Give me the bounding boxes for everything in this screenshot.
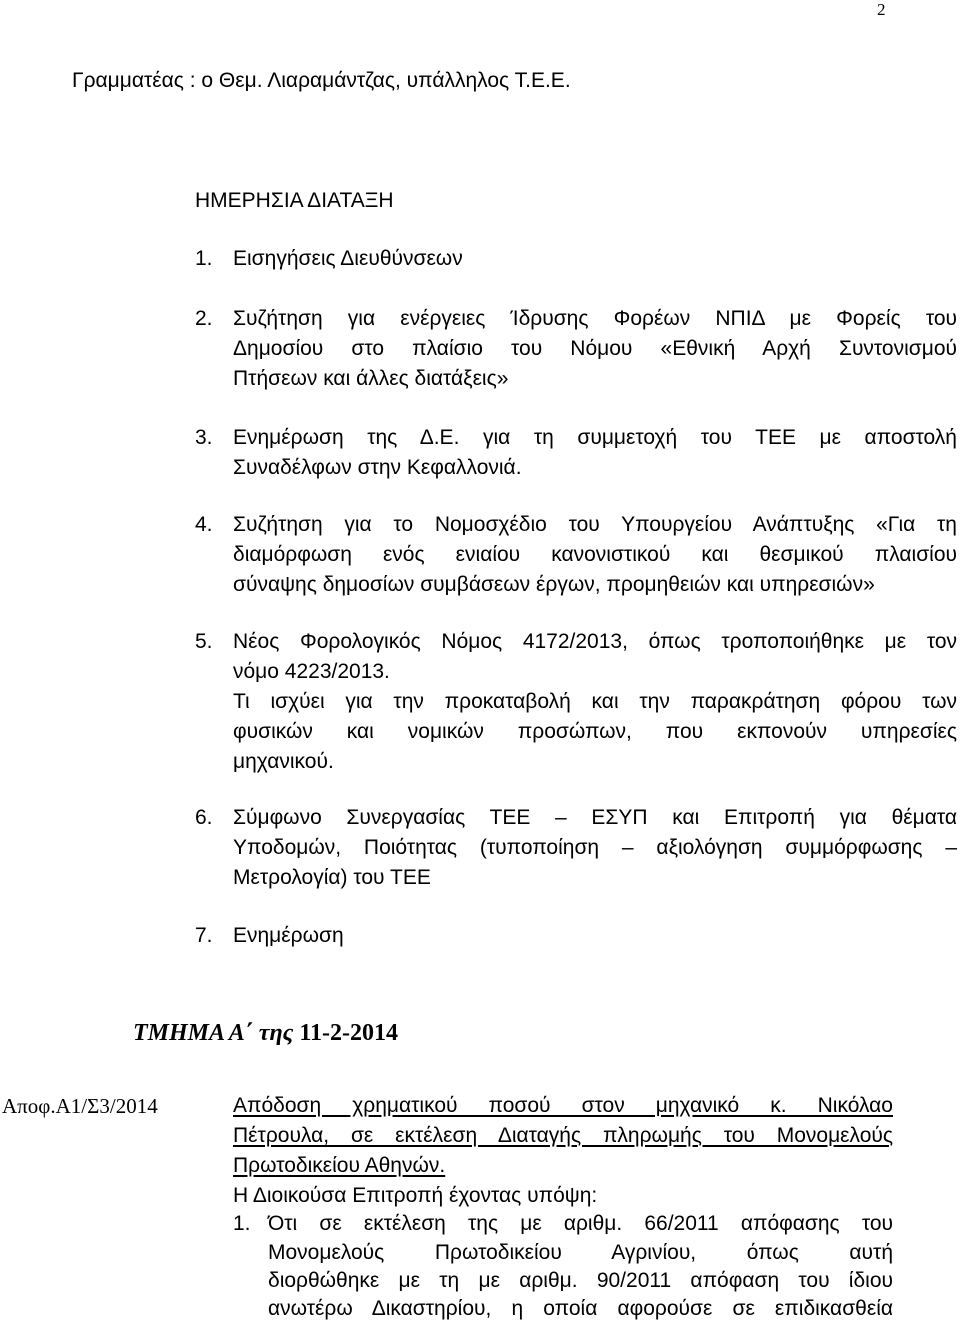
agenda-item-6-line-2: Υποδομών, Ποιότητας (τυποποίηση – αξιολόγηση συμμόρφωσης –	[233, 836, 957, 859]
agenda-item-4-line-1: Συζήτηση για το Νομοσχέδιο του Υπουργείου Ανάπτυξης «Για τη	[233, 513, 957, 536]
decision-subject-line-3: Πρωτοδικείου Αθηνών.	[233, 1154, 446, 1177]
section-heading	[133, 1018, 398, 1048]
agenda-item-5-line-4: φυσικών και νομικών προσώπων, που εκπονούν υπηρεσίες	[233, 720, 957, 743]
agenda-item-2-line-1: Συζήτηση για ενέργειες Ίδρυσης Φορέων ΝΠΙΔ με Φορείς του	[233, 307, 957, 330]
agenda-item-1-number: 1.	[195, 247, 213, 270]
decision-point-line-1: Ότι σε εκτέλεση της με αριθμ. 66/2011 απόφασης του	[268, 1212, 893, 1235]
agenda-item-6-line-3: Μετρολογία) του ΤΕΕ	[233, 866, 431, 889]
decision-id: Αποφ.Α1/Σ3/2014	[2, 1094, 158, 1118]
agenda-item-5-line-3: Τι ισχύει για την προκαταβολή και την παρακράτηση φόρου των	[233, 690, 957, 713]
agenda-item-5-line-2: νόμο 4223/2013.	[233, 660, 390, 683]
agenda-item-3-number: 3.	[195, 426, 213, 449]
decision-point-line-3: διορθώθηκε με τη με αριθμ. 90/2011 απόφαση του ίδιου	[268, 1269, 893, 1292]
agenda-item-2-number: 2.	[195, 307, 213, 330]
agenda-item-5-line-5: μηχανικού.	[233, 750, 334, 773]
decision-point-line-4: ανωτέρω Δικαστηρίου, η οποία αφορούσε σε επιδικασθεία	[268, 1297, 893, 1320]
agenda-item-2-line-3: Πτήσεων και άλλες διατάξεις»	[233, 367, 509, 390]
agenda-item-5-line-1: Νέος Φορολογικός Νόμος 4172/2013, όπως τροποποιήθηκε με τον	[233, 630, 957, 653]
decision-point-line-2: Μονομελούς Πρωτοδικείου Αγρινίου, όπως αυτή	[268, 1241, 893, 1264]
agenda-item-3-line-2: Συναδέλφων στην Κεφαλλονιά.	[233, 456, 522, 479]
section-heading-prefix: ΤΜΗΜΑ Α΄ της	[133, 1020, 294, 1046]
decision-subject-line-2: Πέτρουλα, σε εκτέλεση Διαταγής πληρωμής του Μονομελούς	[233, 1124, 893, 1147]
agenda-item-6-number: 6.	[195, 806, 213, 829]
page-number: 2	[877, 0, 886, 19]
agenda-title: ΗΜΕΡΗΣΙΑ ΔΙΑΤΑΞΗ	[195, 189, 394, 212]
agenda-item-6-line-1: Σύμφωνο Συνεργασίας ΤΕΕ – ΕΣΥΠ και Επιτροπή για θέματα	[233, 806, 957, 829]
agenda-item-2-line-2: Δημοσίου στο πλαίσιο του Νόμου «Εθνική Αρχή Συντονισμού	[233, 337, 957, 360]
agenda-item-7-text: Ενημέρωση	[233, 924, 344, 947]
secretary-line: Γραμματέας : ο Θεμ. Λιαραμάντζας, υπάλληλος Τ.Ε.Ε.	[72, 69, 571, 92]
decision-subject-line-1: Απόδοση χρηματικού ποσού στον μηχανικό κ. Νικόλαο	[233, 1094, 893, 1117]
agenda-item-5-number: 5.	[195, 630, 213, 653]
section-heading-date: 11-2-2014	[299, 1020, 398, 1046]
agenda-item-4-number: 4.	[195, 513, 213, 536]
agenda-item-4-line-2: διαμόρφωση ενός ενιαίου κανονιστικού και θεσμικού πλαισίου	[233, 543, 957, 566]
agenda-item-4-line-3: σύναψης δημοσίων συμβάσεων έργων, προμηθειών και υπηρεσιών»	[233, 573, 875, 596]
agenda-item-3-line-1: Ενημέρωση της Δ.Ε. για τη συμμετοχή του ΤΕΕ με αποστολή	[233, 426, 957, 449]
decision-intro: Η Διοικούσα Επιτροπή έχοντας υπόψη:	[233, 1184, 598, 1207]
decision-point-number: 1.	[233, 1212, 251, 1235]
agenda-item-7-number: 7.	[195, 924, 213, 947]
agenda-item-1-text: Εισηγήσεις Διευθύνσεων	[233, 247, 463, 270]
